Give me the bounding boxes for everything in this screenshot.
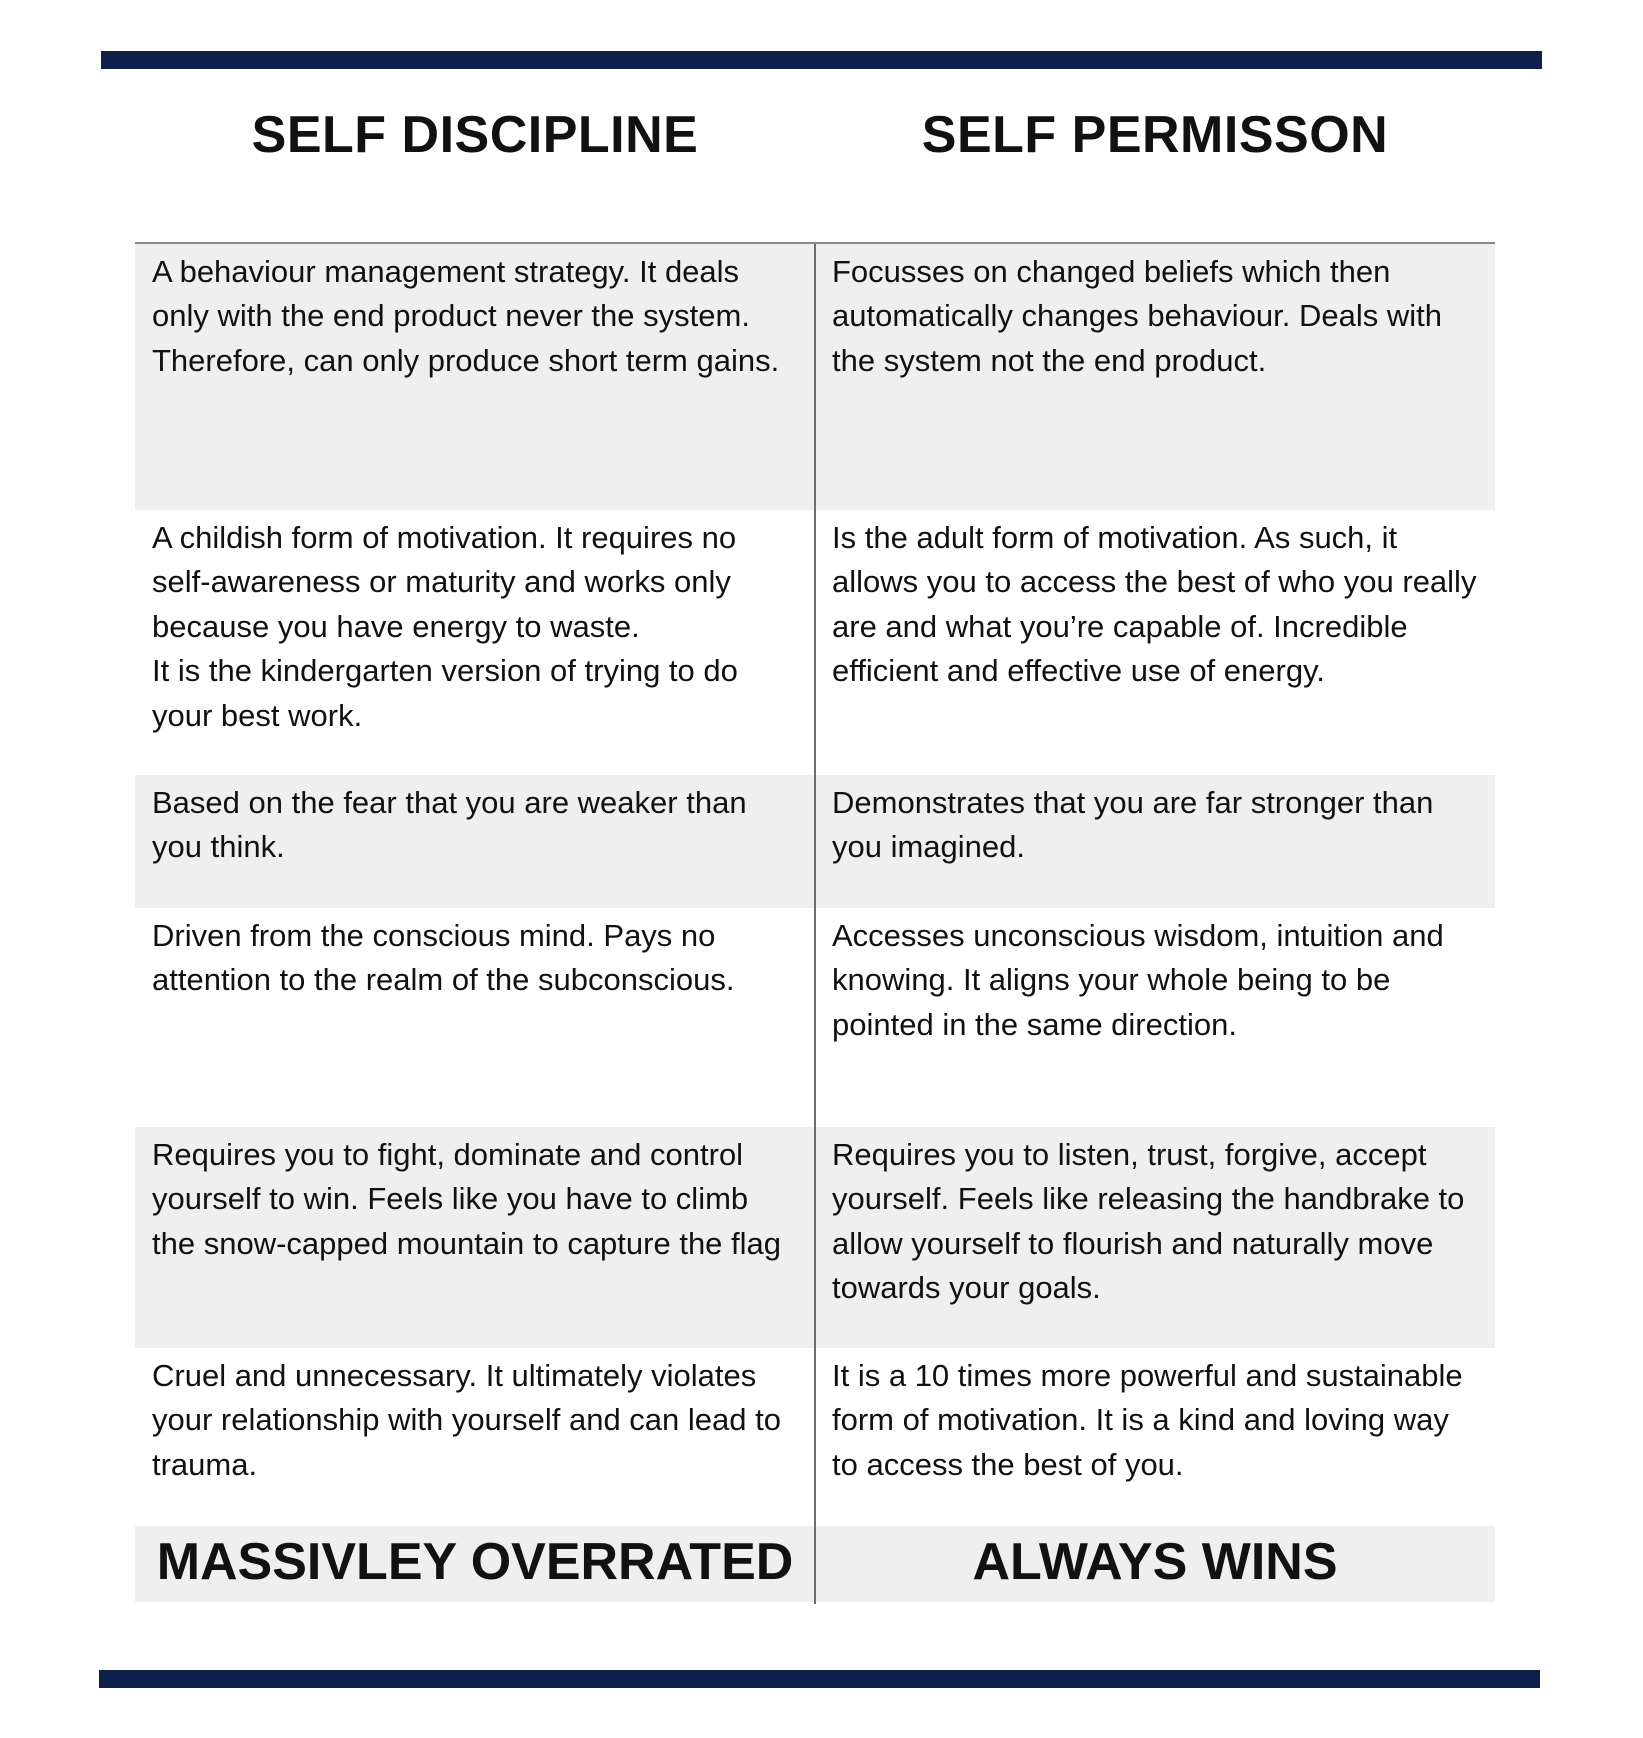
comparison-table	[135, 242, 1495, 1602]
footer-always-wins: ALWAYS WINS	[972, 1533, 1338, 1591]
cell-discipline: Cruel and unnecessary. It ultimately violates your relationship with yourself and can lead to trauma.	[152, 1358, 781, 1482]
cell-discipline: Based on the fear that you are weaker than you think.	[152, 785, 747, 865]
cell-permission: Accesses unconscious wisdom, intuition and knowing. It aligns your whole being to be pointed in the same direction.	[832, 918, 1444, 1042]
cell-discipline: A behaviour management strategy. It deals only with the end product never the system. Therefore, can only produce short term gains.	[152, 254, 780, 378]
header-self-discipline: SELF DISCIPLINE	[251, 106, 699, 164]
cell-permission: It is a 10 times more powerful and sustainable form of motivation. It is a kind and loving way to access the best of you.	[832, 1358, 1463, 1482]
top-rule	[101, 51, 1542, 69]
footer-overrated: MASSIVLEY OVERRATED	[156, 1533, 794, 1591]
cell-discipline: A childish form of motivation. It requires no self-awareness or maturity and works only because you have energy to waste. It is the kindergarten version of trying to do your best work.	[152, 520, 738, 733]
column-divider	[814, 244, 816, 1604]
cell-permission: Requires you to listen, trust, forgive, accept yourself. Feels like releasing the handbrake to allow yourself to flourish and naturally move towards your goals.	[832, 1137, 1465, 1306]
header-self-permission: SELF PERMISSON	[921, 106, 1389, 164]
bottom-rule	[99, 1670, 1540, 1688]
cell-permission: Focusses on changed beliefs which then automatically changes behaviour. Deals with the system not the end product.	[832, 254, 1443, 378]
cell-discipline: Driven from the conscious mind. Pays no attention to the realm of the subconscious.	[152, 918, 735, 998]
cell-discipline: Requires you to fight, dominate and control yourself to win. Feels like you have to climb the snow-capped mountain to capture the flag	[152, 1137, 782, 1261]
cell-permission: Is the adult form of motivation. As such, it allows you to access the best of who you really are and what you’re capable of. Incredible efficient and effective use of energy.	[832, 520, 1477, 689]
cell-permission: Demonstrates that you are far stronger than you imagined.	[832, 785, 1434, 865]
